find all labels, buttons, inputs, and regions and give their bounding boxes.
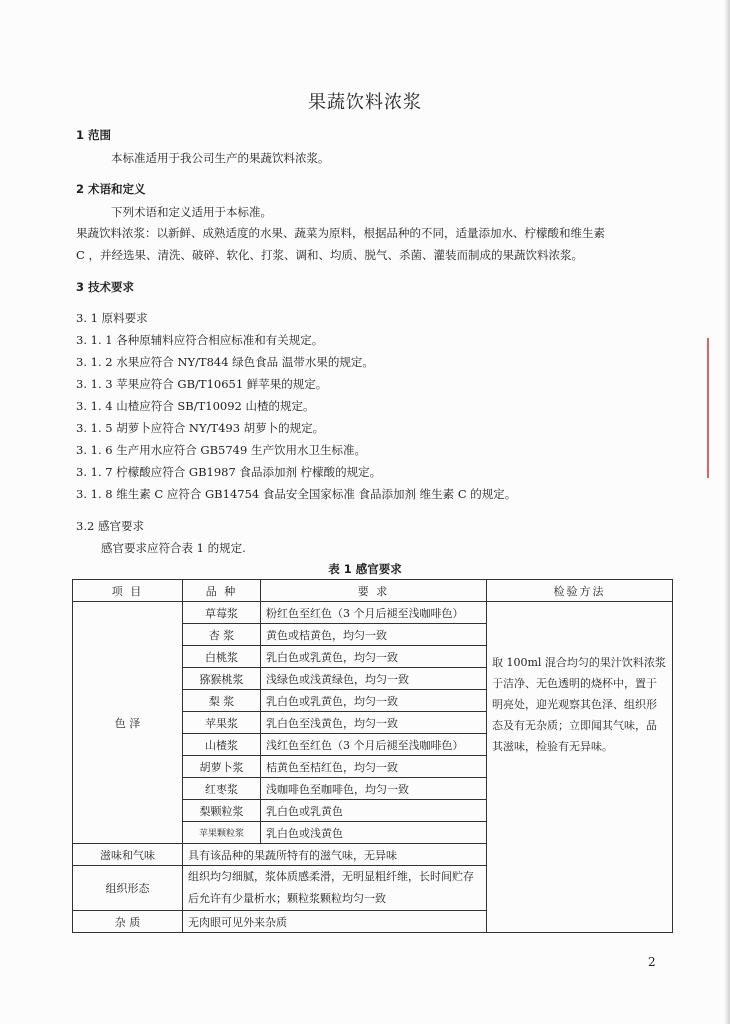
requirement-cell: 桔黄色至桔红色，均匀一致: [261, 756, 487, 778]
requirement-cell: 乳白色或浅黄色: [261, 822, 487, 844]
impurity-label: 杂 质: [73, 911, 183, 933]
variety-cell: 苹果颗粒浆: [183, 822, 261, 844]
requirement-cell: 浅咖啡色至咖啡色，均匀一致: [261, 778, 487, 800]
section-1-text: 本标准适用于我公司生产的果蔬饮料浓浆。: [111, 151, 330, 165]
sensory-requirements-table: [72, 579, 673, 933]
variety-cell: 杏 浆: [183, 624, 261, 646]
requirement-cell: 乳白色至浅黄色，均匀一致: [261, 712, 487, 734]
definition-line-2: C ，并经选果、清洗、破碎、软化、打浆、调和、均质、脱气、杀菌、灌装而制成的果蔬饮料浓浆。: [76, 248, 583, 262]
texture-requirement: 组织均匀细腻，浆体质感柔滑，无明显粗纤维，长时间贮存后允许有少量析水；颗粒浆颗粒均匀一致: [183, 866, 487, 911]
section-3-2-text: 感官要求应符合表 1 的规定.: [101, 541, 246, 555]
table-header-row: [73, 580, 673, 602]
impurity-requirement: 无肉眼可见外来杂质: [183, 911, 487, 933]
section-3-1-heading: 3. 1 原料要求: [76, 311, 148, 325]
taste-requirement: 具有该品种的果蔬所特有的滋气味，无异味: [183, 844, 487, 866]
table-caption: 表 1 感官要求: [328, 562, 402, 576]
requirement-item: 3. 1. 6 生产用水应符合 GB5749 生产饮用水卫生标准。: [76, 443, 366, 457]
taste-label: 滋味和气味: [73, 844, 183, 866]
variety-cell: 梨 浆: [183, 690, 261, 712]
texture-label: 组织形态: [73, 866, 183, 911]
requirement-cell: 浅红色至红色（3 个月后褪至浅咖啡色）: [261, 734, 487, 756]
page-number: 2: [648, 955, 656, 969]
requirement-item: 3. 1. 5 胡萝卜应符合 NY/T493 胡萝卜的规定。: [76, 421, 325, 435]
variety-cell: 胡萝卜浆: [183, 756, 261, 778]
section-3-2-heading: 3.2 感官要求: [76, 519, 144, 533]
requirement-cell: 粉红色至红色（3 个月后褪至浅咖啡色）: [261, 602, 487, 624]
requirement-item: 3. 1. 7 柠檬酸应符合 GB1987 食品添加剂 柠檬酸的规定。: [76, 465, 382, 479]
requirement-item: 3. 1. 8 维生素 C 应符合 GB14754 食品安全国家标准 食品添加剂 维生素 C 的规定。: [76, 487, 517, 501]
header-variety: 品 种: [183, 580, 261, 602]
section-3-heading: 3 技术要求: [76, 280, 135, 294]
variety-cell: 白桃浆: [183, 646, 261, 668]
header-item: 项 目: [73, 580, 183, 602]
header-test-method: 检验方法: [487, 580, 673, 602]
variety-cell: 草莓浆: [183, 602, 261, 624]
variety-cell: 红枣浆: [183, 778, 261, 800]
header-requirement: 要 求: [261, 580, 487, 602]
requirement-item: 3. 1. 2 水果应符合 NY/T844 绿色食品 温带水果的规定。: [76, 355, 374, 369]
document-title: 果蔬饮料浓浆: [308, 92, 422, 113]
definition-line-1: 果蔬饮料浓浆：以新鲜、成熟适度的水果、蔬菜为原料，根据品种的不同，适量添加水、柠檬酸和维生素: [76, 226, 605, 240]
section-1-heading: 1 范围: [76, 128, 112, 142]
requirement-cell: 乳白色或乳黄色，均匀一致: [261, 690, 487, 712]
table-row: [73, 602, 673, 624]
variety-cell: 猕猴桃浆: [183, 668, 261, 690]
variety-cell: 山楂浆: [183, 734, 261, 756]
seal-stamp-edge: [707, 338, 727, 478]
section-2-heading: 2 术语和定义: [76, 182, 146, 196]
requirement-cell: 乳白色或乳黄色，均匀一致: [261, 646, 487, 668]
section-2-intro: 下列术语和定义适用于本标准。: [111, 205, 272, 219]
scan-edge: [724, 0, 730, 1024]
requirement-item: 3. 1. 1 各种原辅料应符合相应标准和有关规定。: [76, 333, 324, 347]
color-label: 色 泽: [73, 602, 183, 844]
requirement-cell: 浅绿色或浅黄绿色，均匀一致: [261, 668, 487, 690]
variety-cell: 梨颗粒浆: [183, 800, 261, 822]
requirement-cell: 黄色或桔黄色，均匀一致: [261, 624, 487, 646]
requirement-cell: 乳白色或乳黄色: [261, 800, 487, 822]
requirement-item: 3. 1. 4 山楂应符合 SB/T10092 山楂的规定。: [76, 399, 315, 413]
requirement-item: 3. 1. 3 苹果应符合 GB/T10651 鲜苹果的规定。: [76, 377, 328, 391]
variety-cell: 苹果浆: [183, 712, 261, 734]
test-method-cell: 取 100ml 混合均匀的果汁饮料浓浆于洁净、无色透明的烧杯中，置于明亮处，迎光观察其色泽、组织形态及有无杂质；立即闻其气味，品其滋味，检验有无异味。: [487, 602, 673, 933]
